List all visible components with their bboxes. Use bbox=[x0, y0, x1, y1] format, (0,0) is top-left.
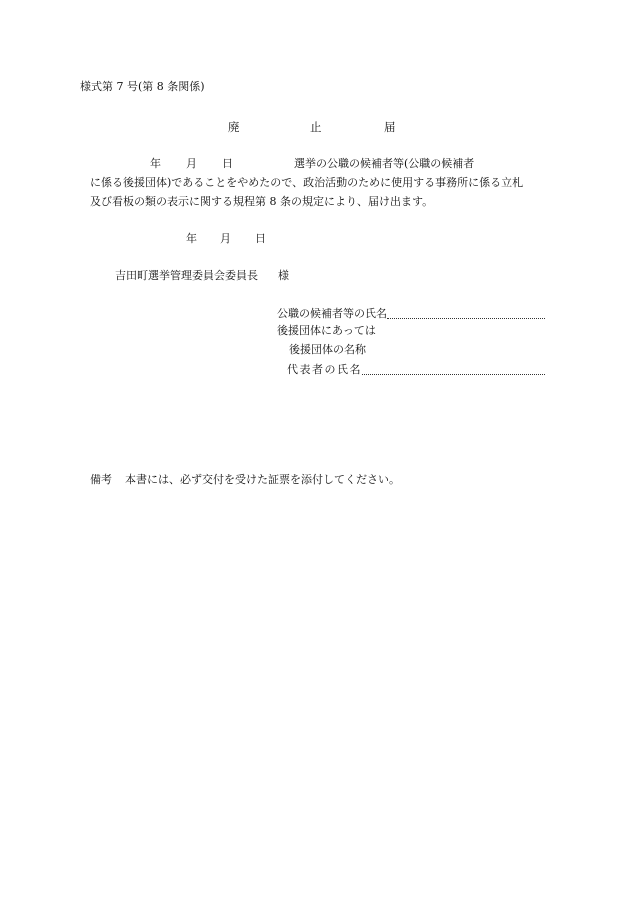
addressee-name: 吉田町選挙管理委員会委員長 bbox=[115, 269, 258, 282]
election-date-year: 年 bbox=[150, 157, 161, 170]
election-date-day: 日 bbox=[222, 157, 233, 170]
submission-date-month: 月 bbox=[220, 232, 231, 245]
document-title-char-2: 止 bbox=[310, 120, 322, 134]
form-number: 様式第 7 号(第 8 条関係) bbox=[80, 80, 205, 93]
body-text-line-3: 及び看板の類の表示に関する規程第 8 条の規定により、届け出ます。 bbox=[90, 195, 434, 208]
candidate-name-label: 公職の候補者等の氏名 bbox=[277, 307, 387, 320]
representative-name-line[interactable] bbox=[362, 362, 545, 375]
election-date-month: 月 bbox=[186, 157, 197, 170]
representative-name-field[interactable] bbox=[287, 362, 545, 377]
document-title-char-1: 廃 bbox=[228, 120, 240, 134]
candidate-name-field[interactable] bbox=[277, 306, 545, 321]
remarks-label: 備考 bbox=[90, 473, 112, 486]
support-group-note: 後援団体にあっては bbox=[277, 324, 376, 337]
submission-date-year: 年 bbox=[186, 232, 197, 245]
submission-date-day: 日 bbox=[255, 232, 266, 245]
body-text-line-2: に係る後援団体)であることをやめたので、政治活動のために使用する事務所に係る立札 bbox=[90, 176, 524, 189]
remarks-text: 本書には、必ず交付を受けた証票を添付してください。 bbox=[125, 473, 400, 486]
addressee-honorific: 様 bbox=[278, 269, 289, 282]
representative-name-label: 代表者の氏名 bbox=[287, 363, 362, 376]
body-text-line-1: 選挙の公職の候補者等(公職の候補者 bbox=[294, 157, 475, 170]
candidate-name-line[interactable] bbox=[387, 306, 545, 319]
document-title-char-3: 届 bbox=[384, 120, 396, 134]
group-name-label: 後援団体の名称 bbox=[289, 343, 366, 356]
